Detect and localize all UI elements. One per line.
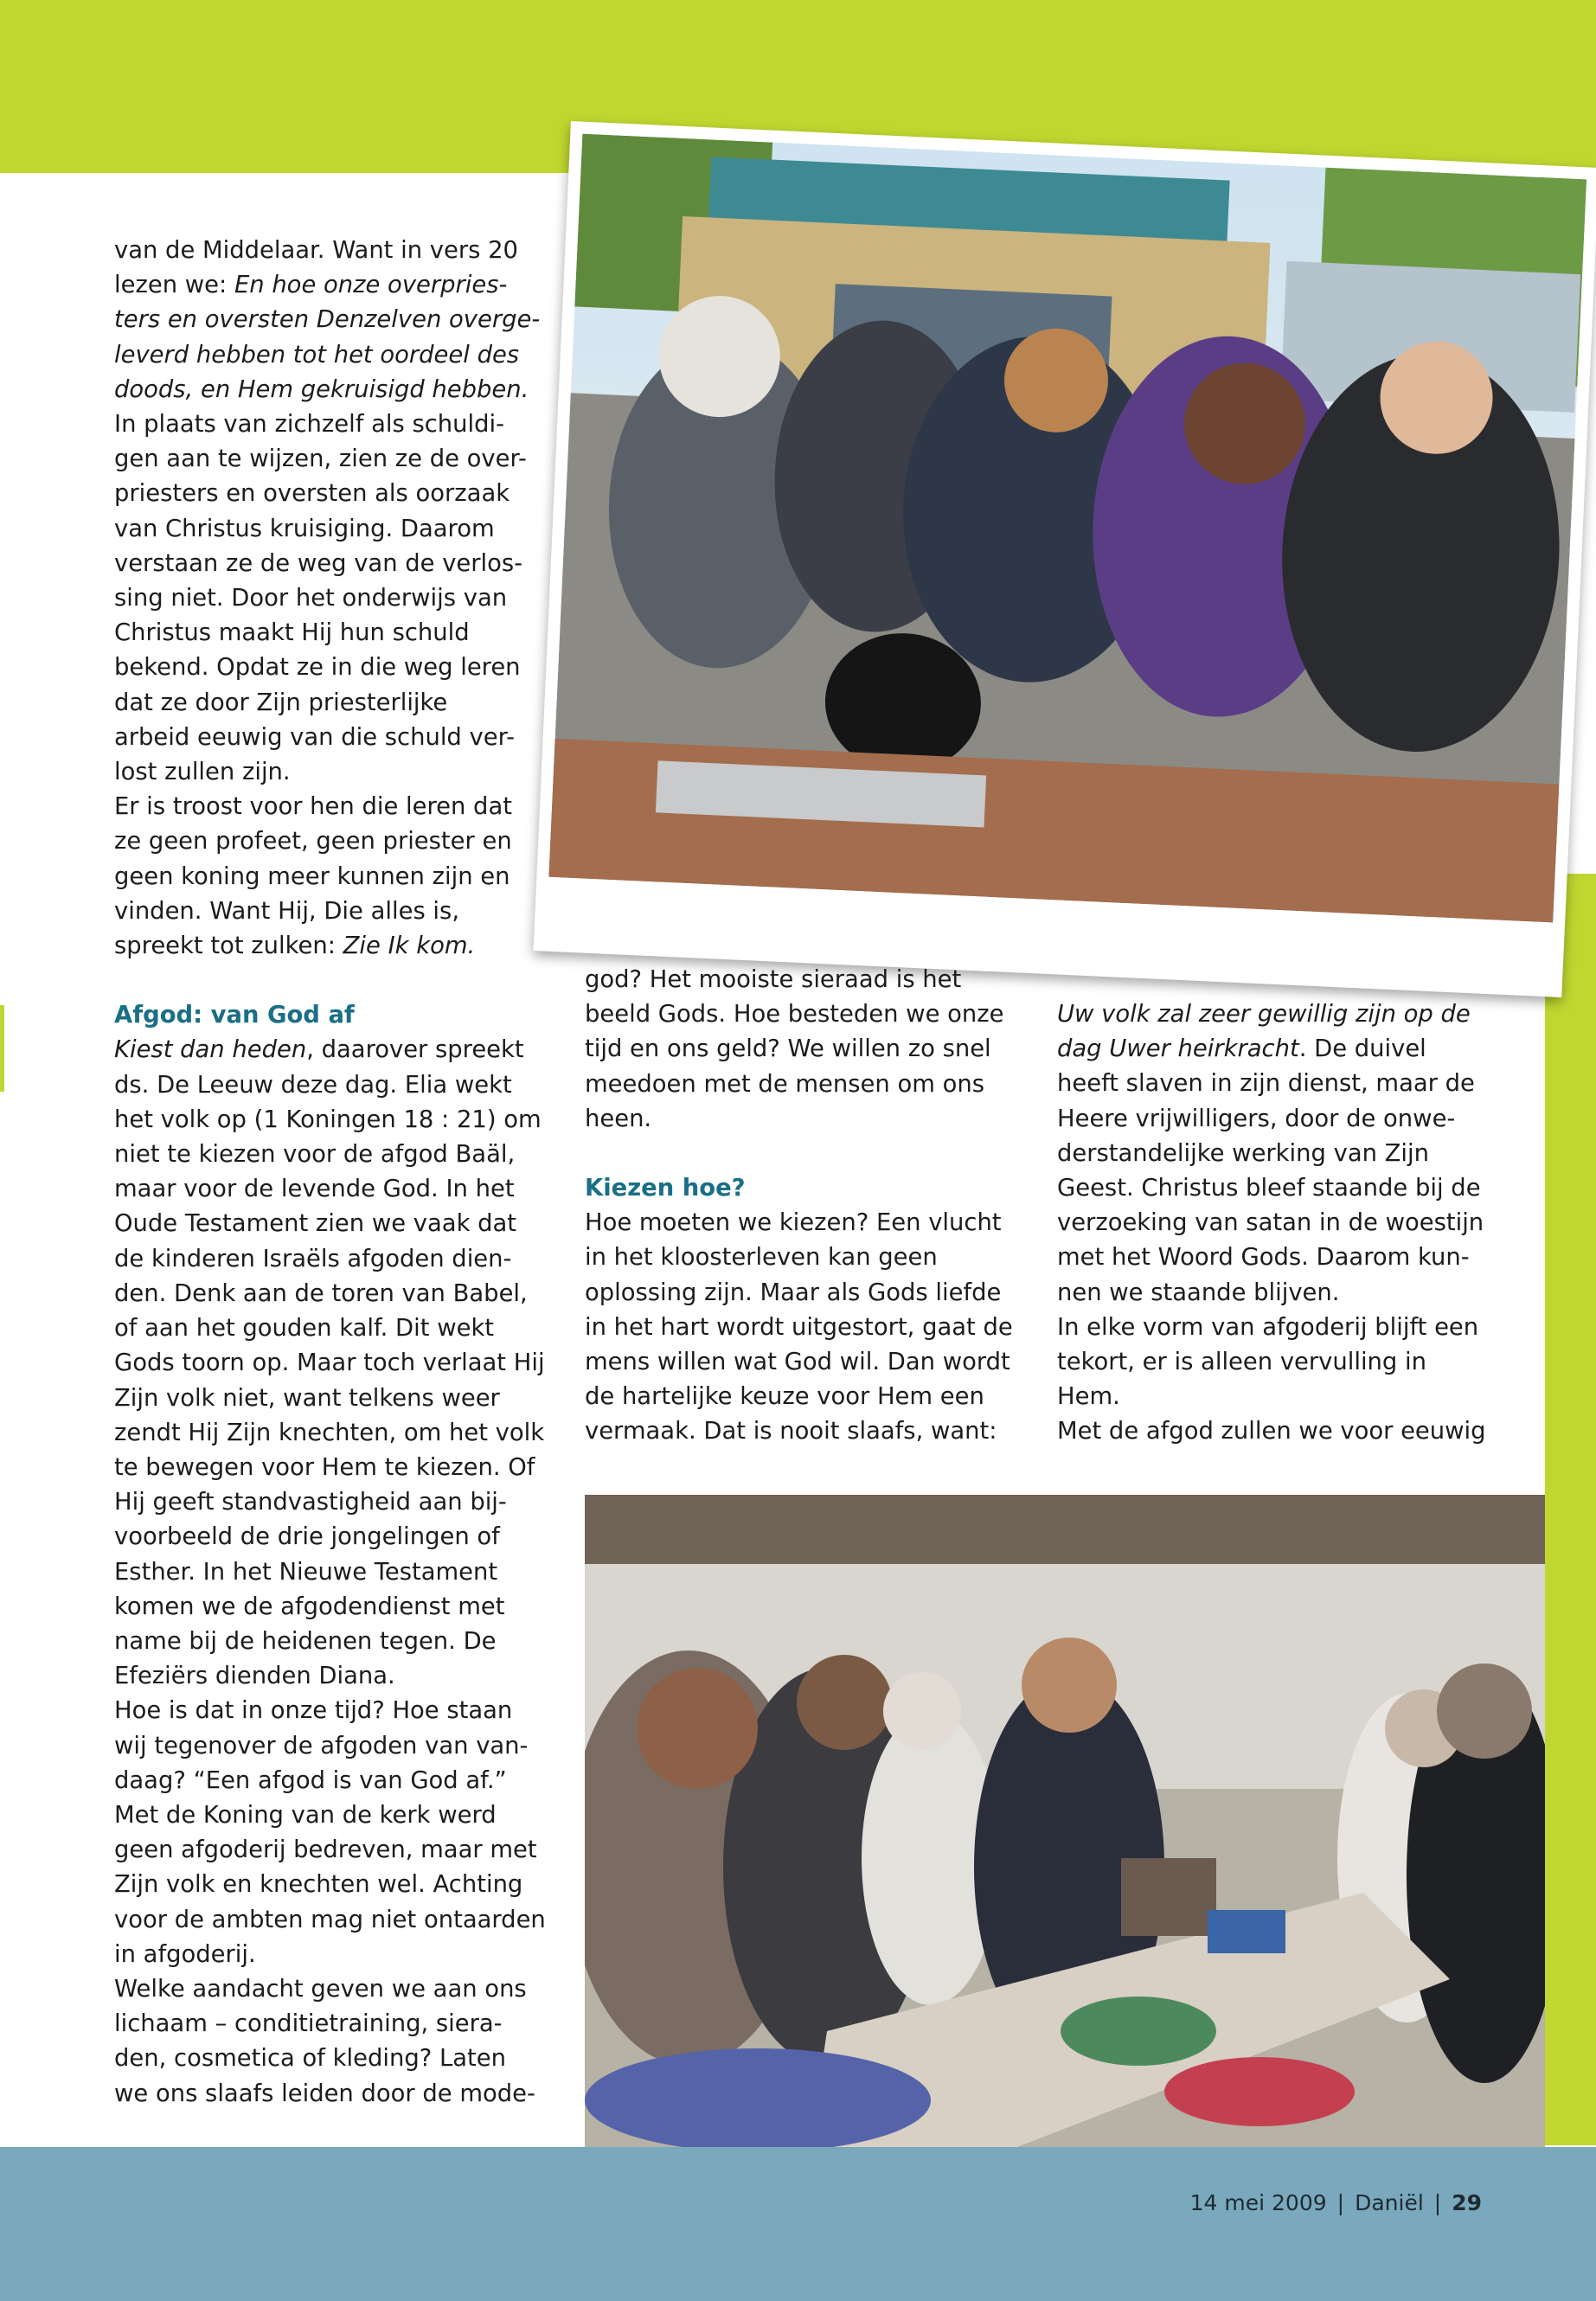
text-line: tekort, er is alleen vervulling in (1057, 1349, 1426, 1376)
quote-text: doods, en Hem gekruisigd hebben. (114, 375, 529, 403)
text-line: zendt Hij Zijn knechten, om het volk (114, 1419, 545, 1446)
text-line: tijd en ons geld? We willen zo snel (585, 1035, 991, 1063)
footer-info (1190, 2190, 1482, 2215)
text-line: Met de afgod zullen we voor eeuwig (1057, 1418, 1486, 1445)
text-line (114, 1033, 547, 1067)
article-column-3 (1057, 997, 1490, 1450)
text-line: te bewegen voor Hem te kiezen. Of (114, 1453, 535, 1481)
text-line: verstaan ze de weg van de verlos- (114, 549, 523, 577)
text-line: arbeid eeuwig van die schuld ver- (114, 723, 515, 751)
footer-separator: | (1336, 2190, 1345, 2215)
quote-text: En hoe onze overpries- (234, 272, 508, 299)
text-line: In elke vorm van afgoderij blijft een (1057, 1313, 1479, 1341)
text-line: beeld Gods. Hoe besteden we onze (585, 1001, 1004, 1029)
text-line: In plaats van zichzelf als schuldi- (114, 411, 504, 439)
text-line: heen. (585, 1105, 652, 1132)
text-line: Efeziërs dienden Diana. (114, 1663, 395, 1690)
text-line: nen we staande blijven. (1057, 1279, 1340, 1306)
text-line: daag? “Een afgod is van God af.” (114, 1766, 507, 1794)
text-line: met het Woord Gods. Daarom kun- (1057, 1244, 1470, 1272)
text-line: wij tegenover de afgoden van van- (114, 1732, 529, 1759)
text-fragment: spreekt tot zulken: (114, 933, 343, 960)
photo-soup-serving (533, 121, 1596, 997)
text-line: geen afgoderij bedreven, maar met (114, 1836, 537, 1864)
page-number: 29 (1452, 2190, 1482, 2215)
text-line: oplossing zijn. Maar als Gods liefde (585, 1279, 1002, 1306)
quote-text: dag Uwer heirkracht (1057, 1035, 1299, 1063)
section-heading-kiezen: Kiezen hoe? (585, 1175, 746, 1202)
text-line: voor de ambten mag niet ontaarden (114, 1906, 546, 1933)
text-line: of aan het gouden kalf. Dit wekt (114, 1315, 495, 1343)
text-line: verzoeking van satan in de woestijn (1057, 1209, 1484, 1237)
quote-text: Uw volk zal zeer gewillig zijn op de (1057, 1001, 1471, 1028)
text-line: Hij geeft standvastigheid aan bij- (114, 1489, 507, 1516)
text-line (114, 268, 547, 303)
text-line: van Christus kruisiging. Daarom (114, 515, 495, 542)
section-heading-afgod: Afgod: van God af (114, 1002, 355, 1029)
text-line: we ons slaafs leiden door de mode- (114, 2080, 535, 2107)
text-line: name bij de heidenen tegen. De (114, 1627, 497, 1655)
text-line: van de Middelaar. Want in vers 20 (114, 237, 518, 264)
text-line: Met de Koning van de kerk werd (114, 1801, 497, 1829)
text-line: vermaak. Dat is nooit slaafs, want: (585, 1418, 997, 1445)
text-line: gen aan te wijzen, zien ze de over- (114, 445, 527, 473)
text-line: vinden. Want Hij, Die alles is, (114, 897, 460, 925)
quote-text: Zie Ik kom. (343, 933, 476, 960)
text-line: in het kloosterleven kan geen (585, 1244, 938, 1272)
text-line: geen koning meer kunnen zijn en (114, 862, 510, 890)
text-line: in het hart wordt uitgestort, gaat de (585, 1313, 1013, 1341)
text-line: voorbeeld de drie jongelingen of (114, 1523, 500, 1551)
text-line: niet te kiezen voor de afgod Baäl, (114, 1141, 516, 1169)
issue-date: 14 mei 2009 (1189, 2190, 1327, 2215)
text-lead-in: lezen we: (114, 272, 234, 299)
article-column-2 (585, 963, 1017, 1450)
text-line: ds. De Leeuw deze dag. Elia wekt (114, 1071, 512, 1099)
text-line (1057, 1032, 1490, 1067)
text-line: komen we de afgodendienst met (114, 1593, 505, 1620)
quote-text: Kiest dan heden (114, 1036, 307, 1064)
text-line: heeft slaven in zijn dienst, maar de (1057, 1070, 1475, 1098)
quote-text: ters en oversten Denzelven overge- (114, 306, 541, 334)
text-line: god? Het mooiste sieraad is het (585, 966, 962, 993)
right-accent-bar (1545, 874, 1596, 2145)
text-line: bekend. Opdat ze in die weg leren (114, 654, 521, 682)
text-line: ze geen profeet, geen priester en (114, 828, 512, 856)
text-line: het volk op (1 Koningen 18 : 21) om (114, 1106, 542, 1133)
text-line: Gods toorn op. Maar toch verlaat Hij (114, 1349, 545, 1377)
photo-soup-serving-image (548, 134, 1586, 923)
text-line: Geest. Christus bleef staande bij de (1057, 1175, 1481, 1202)
text-line: sing niet. Door het onderwijs van (114, 585, 508, 612)
text-line: Christus maakt Hij hun schuld (114, 619, 470, 647)
text-line: Esther. In het Nieuwe Testament (114, 1558, 498, 1586)
paragraph-gap (114, 964, 547, 998)
text-line: Er is troost voor hen die leren dat (114, 793, 512, 821)
text-line: de hartelijke keuze voor Hem een (585, 1383, 984, 1411)
text-fragment: , daarover spreekt (306, 1036, 524, 1064)
magazine-name: Daniël (1355, 2190, 1424, 2215)
text-line: in afgoderij. (114, 1940, 256, 1968)
paragraph-gap (585, 1137, 1017, 1171)
text-line (114, 929, 547, 964)
text-line: Heere vrijwilligers, door de onwe- (1057, 1105, 1456, 1132)
text-line: dat ze door Zijn priesterlijke (114, 689, 448, 716)
page-header-notch (0, 173, 606, 225)
text-line: Hem. (1057, 1383, 1120, 1411)
text-line: Hoe moeten we kiezen? Een vlucht (585, 1209, 1002, 1237)
text-line: meedoen met de mensen om ons (585, 1070, 984, 1098)
text-line: Welke aandacht geven we aan ons (114, 1975, 527, 2003)
text-line: Hoe is dat in onze tijd? Hoe staan (114, 1697, 513, 1725)
article-column-1 (114, 234, 547, 2112)
text-line: den. Denk aan de toren van Babel, (114, 1279, 528, 1307)
text-line: mens willen wat God wil. Dan wordt (585, 1349, 1010, 1376)
photo-indoor-market (585, 1495, 1545, 2147)
photo-indoor-market-image (585, 1495, 1545, 2147)
text-line: Zijn volk niet, want telkens weer (114, 1384, 500, 1412)
text-fragment: . De duivel (1298, 1035, 1426, 1063)
text-line: Oude Testament zien we vaak dat (114, 1210, 517, 1238)
text-line: lost zullen zijn. (114, 759, 291, 786)
text-line: den, cosmetica of kleding? Laten (114, 2045, 506, 2073)
text-line: lichaam – conditietraining, siera- (114, 2010, 503, 2038)
text-line: Zijn volk en knechten wel. Achting (114, 1871, 523, 1899)
left-accent-bar (0, 1005, 4, 1092)
text-line: derstandelijke werking van Zijn (1057, 1139, 1430, 1167)
text-line: priesters en oversten als oorzaak (114, 480, 510, 508)
text-line: maar voor de levende God. In het (114, 1176, 515, 1203)
page-footer (0, 2147, 1596, 2301)
footer-separator: | (1433, 2190, 1442, 2215)
quote-text: leverd hebben tot het oordeel des (114, 341, 520, 369)
text-line: de kinderen Israëls afgoden dien- (114, 1245, 512, 1272)
